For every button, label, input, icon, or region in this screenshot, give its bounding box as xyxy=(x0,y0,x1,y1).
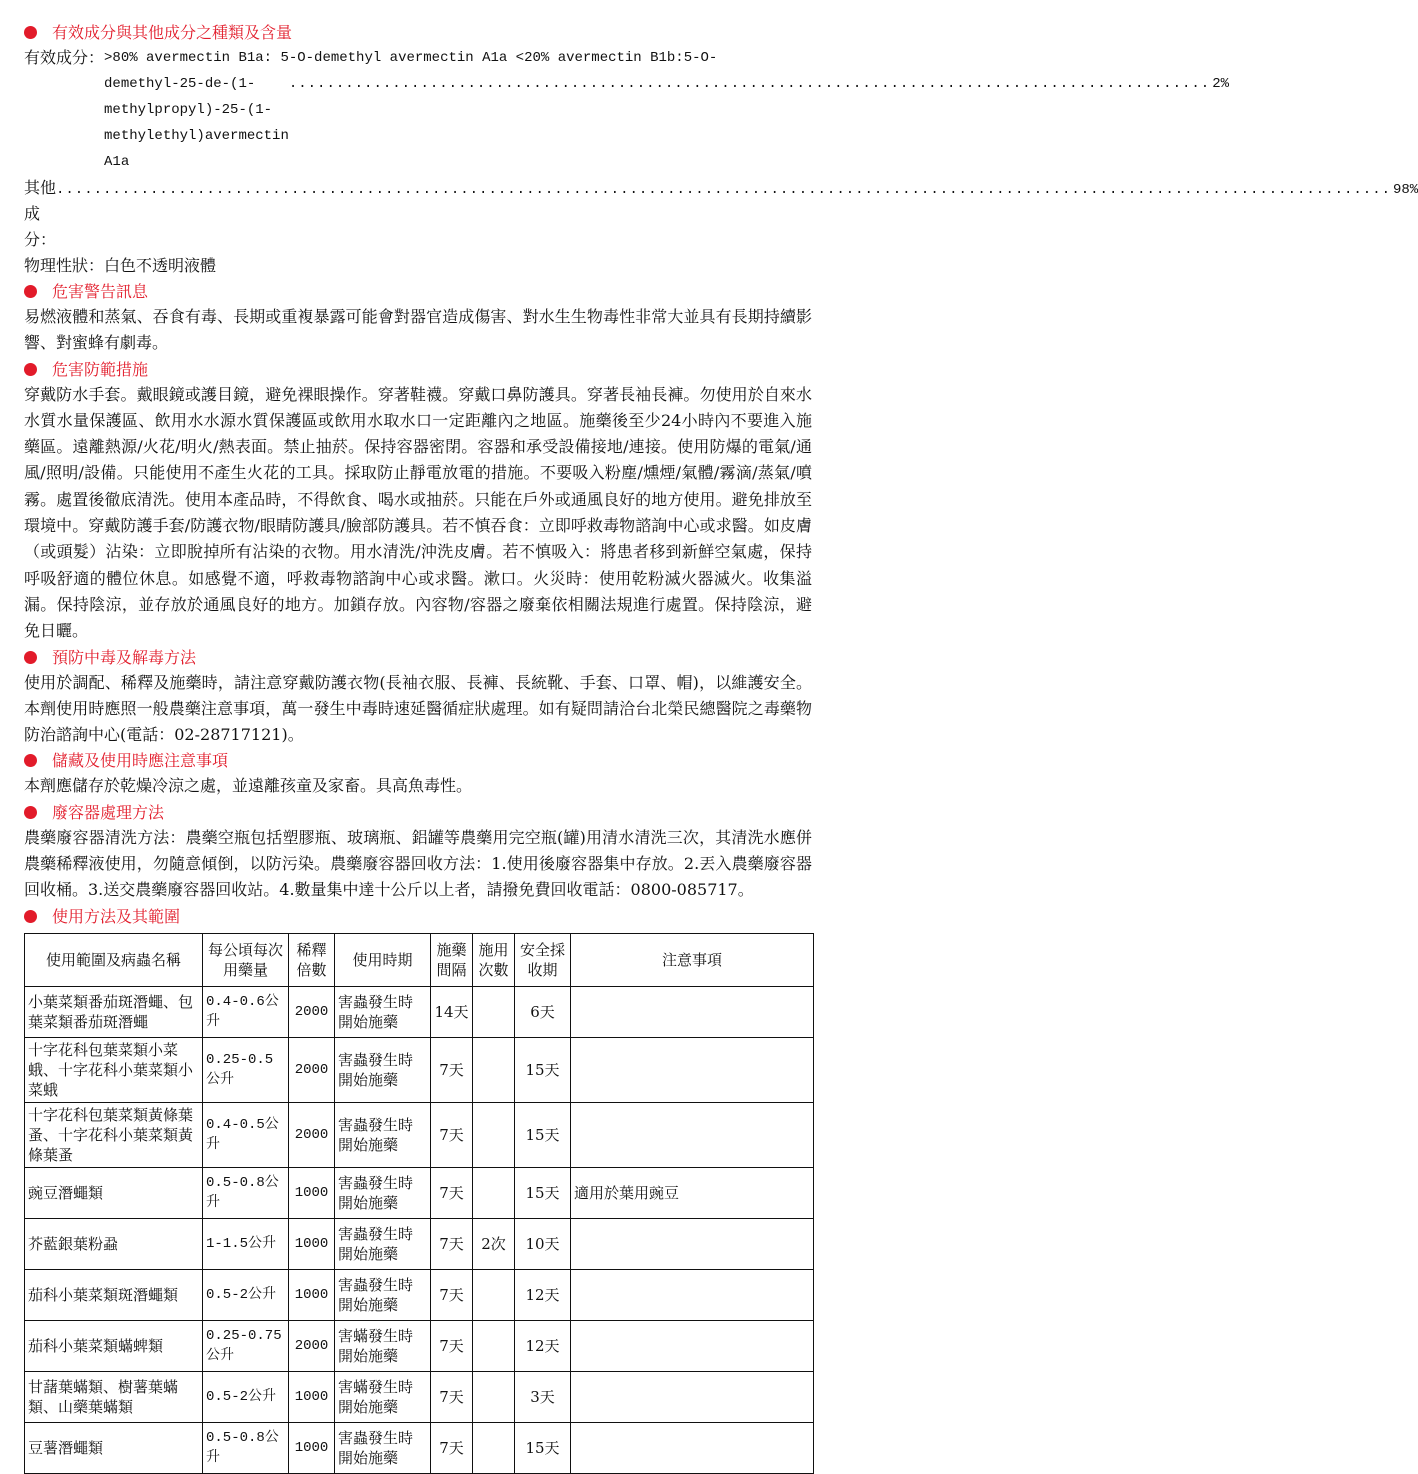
table-cell: 害蟲發生時開始施藥 xyxy=(335,1167,431,1218)
table-cell: 害蟲發生時開始施藥 xyxy=(335,986,431,1037)
table-cell: 0.4-0.6公升 xyxy=(203,986,289,1037)
table-cell: 7天 xyxy=(431,1037,473,1102)
red-dot-icon xyxy=(24,363,37,376)
table-cell: 害蟲發生時開始施藥 xyxy=(335,1102,431,1167)
section-title: 使用方法及其範圍 xyxy=(52,906,181,926)
table-row xyxy=(25,1167,814,1218)
table-cell: 0.5-0.8公升 xyxy=(203,1167,289,1218)
table-cell: 0.25-0.5公升 xyxy=(203,1037,289,1102)
table-row xyxy=(25,986,814,1037)
table-cell xyxy=(571,1320,814,1371)
table-row xyxy=(25,1269,814,1320)
table-cell: 12天 xyxy=(515,1269,571,1320)
table-cell: 害蟎發生時開始施藥 xyxy=(335,1371,431,1422)
red-dot-icon xyxy=(24,910,37,923)
table-cell: 7天 xyxy=(431,1422,473,1473)
table-cell: 豆薯潛蠅類 xyxy=(25,1422,203,1473)
table-cell: 害蟲發生時開始施藥 xyxy=(335,1218,431,1269)
table-cell: 2000 xyxy=(289,1037,335,1102)
storage-text: 本劑應儲存於乾燥冷涼之處，並遠離孩童及家畜。具高魚毒性。 xyxy=(24,776,473,796)
section-title: 危害警告訊息 xyxy=(52,282,149,301)
table-cell: 害蟲發生時開始施藥 xyxy=(335,1422,431,1473)
table-cell xyxy=(473,1102,515,1167)
table-cell: 12天 xyxy=(515,1320,571,1371)
section-title: 預防中毒及解毒方法 xyxy=(52,647,197,667)
table-cell xyxy=(473,1320,515,1371)
column-header: 施用次數 xyxy=(473,933,515,986)
column-header: 使用時期 xyxy=(335,933,431,986)
table-row xyxy=(25,1037,814,1102)
leader-dots: .............................................................................................................................................. xyxy=(56,182,1391,198)
table-cell: 1000 xyxy=(289,1422,335,1473)
table-row xyxy=(25,1102,814,1167)
table-cell: 15天 xyxy=(515,1422,571,1473)
table-cell xyxy=(571,1218,814,1269)
table-cell: 2000 xyxy=(289,986,335,1037)
table-cell xyxy=(473,1371,515,1422)
table-cell: 0.5-2公升 xyxy=(203,1371,289,1422)
table-cell xyxy=(571,1269,814,1320)
table-cell xyxy=(473,986,515,1037)
table-header-row xyxy=(25,933,814,986)
table-cell xyxy=(571,986,814,1037)
table-cell: 2次 xyxy=(473,1218,515,1269)
red-dot-icon xyxy=(24,26,37,39)
table-cell: 3天 xyxy=(515,1371,571,1422)
table-row xyxy=(25,1371,814,1422)
physical-state: 物理性狀：白色不透明液體 xyxy=(24,256,217,275)
section-heading-storage xyxy=(24,748,812,773)
table-cell: 6天 xyxy=(515,986,571,1037)
table-cell: 小葉菜類番茄斑潛蠅、包葉菜類番茄斑潛蠅 xyxy=(25,986,203,1037)
red-dot-icon xyxy=(24,285,37,298)
section-title: 危害防範措施 xyxy=(52,359,149,379)
leader-dots: .................................................................................................. xyxy=(288,76,1211,92)
table-cell: 7天 xyxy=(431,1218,473,1269)
hazard-text: 易燃液體和蒸氣、吞食有毒、長期或重複暴露可能會對器官造成傷害、對水生生物毒性非常大並具有長期持續影響、對蜜蜂有劇毒。 xyxy=(24,307,812,353)
table-cell: 十字花科包葉菜類黃條葉蚤、十字花科小葉菜類黃條葉蚤 xyxy=(25,1102,203,1167)
table-cell xyxy=(571,1037,814,1102)
table-cell: 7天 xyxy=(431,1167,473,1218)
table-cell: 0.4-0.5公升 xyxy=(203,1102,289,1167)
table-row xyxy=(25,1422,814,1473)
table-cell: 0.5-0.8公升 xyxy=(203,1422,289,1473)
table-cell xyxy=(473,1269,515,1320)
column-header: 每公頃每次用藥量 xyxy=(203,933,289,986)
other-ingredient-row xyxy=(24,175,1418,253)
section-heading-antidote xyxy=(24,645,812,670)
table-cell: 15天 xyxy=(515,1167,571,1218)
table-cell: 1000 xyxy=(289,1269,335,1320)
table-cell: 15天 xyxy=(515,1102,571,1167)
table-cell xyxy=(571,1371,814,1422)
usage-table xyxy=(24,933,814,1474)
column-header: 安全採收期 xyxy=(515,933,571,986)
table-cell: 1-1.5公升 xyxy=(203,1218,289,1269)
column-header: 稀釋倍數 xyxy=(289,933,335,986)
table-cell: 1000 xyxy=(289,1371,335,1422)
table-cell: 害蟎發生時開始施藥 xyxy=(335,1320,431,1371)
table-cell: 7天 xyxy=(431,1102,473,1167)
table-row xyxy=(25,1218,814,1269)
section-title: 儲藏及使用時應注意事項 xyxy=(52,751,229,771)
table-cell: 1000 xyxy=(289,1218,335,1269)
red-dot-icon xyxy=(24,651,37,664)
active-ingredient-line2-text: demethyl-25-de-(1-methylpropyl)-25-(1-methylethyl)avermectin A1a xyxy=(104,76,289,170)
other-label: 其他成分： xyxy=(24,178,57,249)
section-heading-disposal xyxy=(24,800,812,825)
other-percent: 98% xyxy=(1393,182,1418,198)
active-ingredient-line2 xyxy=(104,71,1229,175)
table-row xyxy=(25,1320,814,1371)
column-header: 使用範圍及病蟲名稱 xyxy=(25,933,203,986)
column-header: 注意事項 xyxy=(571,933,814,986)
section-title: 廢容器處理方法 xyxy=(52,802,165,822)
active-ingredient-line1: >80% avermectin B1a: 5-O-demethyl avermectin A1a <20% avermectin B1b:5-O- xyxy=(104,50,718,66)
table-cell: 0.5-2公升 xyxy=(203,1269,289,1320)
table-cell: 豌豆潛蠅類 xyxy=(25,1167,203,1218)
table-cell: 7天 xyxy=(431,1320,473,1371)
table-cell: 茄科小葉菜類蟎蜱類 xyxy=(25,1320,203,1371)
section-heading-ingredients xyxy=(24,20,812,45)
table-cell xyxy=(473,1167,515,1218)
table-cell: 15天 xyxy=(515,1037,571,1102)
table-cell xyxy=(473,1037,515,1102)
table-cell: 7天 xyxy=(431,1269,473,1320)
table-cell: 芥藍銀葉粉蝨 xyxy=(25,1218,203,1269)
active-ingredient-row xyxy=(24,45,1229,175)
table-cell: 害蟲發生時開始施藥 xyxy=(335,1269,431,1320)
table-cell: 7天 xyxy=(431,1371,473,1422)
active-percent: 2% xyxy=(1212,76,1229,92)
active-label: 有效成分： xyxy=(24,48,105,67)
red-dot-icon xyxy=(24,806,37,819)
section-heading-usage xyxy=(24,904,812,929)
table-cell xyxy=(571,1422,814,1473)
section-heading-precaution xyxy=(24,357,812,382)
section-heading-hazard xyxy=(24,279,812,304)
precaution-text: 穿戴防水手套。戴眼鏡或護目鏡，避免裸眼操作。穿著鞋襪。穿戴口鼻防護具。穿著長袖長褲。勿使用於自來水水質水量保護區、飲用水水源水質保護區或飲用水取水口一定距離內之地區。施藥後至少24小時內不要進入施藥區。遠離熱源/火花/明火/熱表面。禁止抽菸。保持容器密閉。容器和承受設備接地/連接。使用防爆的電氣/通風/照明/設備。只能使用不產生火花的工具。採取防止靜電放電的措施。不要吸入粉塵/燻煙/氣體/霧滴/蒸氣/噴霧。處置後徹底清洗。使用本產品時，不得飲食、喝水或抽菸。只能在戶外或通風良好的地方使用。避免排放至環境中。穿戴防護手套/防護衣物/眼睛防護具/臉部防護具。若不慎吞食：立即呼救毒物諮詢中心或求醫。如皮膚（或頭髮）沾染：立即脫掉所有沾染的衣物。用水清洗/沖洗皮膚。若不慎吸入：將患者移到新鮮空氣處，保持呼吸舒適的體位休息。如感覺不適，呼救毒物諮詢中心或求醫。漱口。火災時：使用乾粉滅火器滅火。收集溢漏。保持陰涼，並存放於通風良好的地方。加鎖存放。內容物/容器之廢棄依相關法規進行處置。保持陰涼，避免日曬。 xyxy=(24,384,812,641)
table-cell: 2000 xyxy=(289,1102,335,1167)
table-cell: 0.25-0.75公升 xyxy=(203,1320,289,1371)
table-cell: 1000 xyxy=(289,1167,335,1218)
table-cell: 14天 xyxy=(431,986,473,1037)
column-header: 施藥間隔 xyxy=(431,933,473,986)
table-cell xyxy=(473,1422,515,1473)
table-cell xyxy=(571,1102,814,1167)
section-title: 有效成分與其他成分之種類及含量 xyxy=(52,23,293,42)
red-dot-icon xyxy=(24,754,37,767)
antidote-text: 使用於調配、稀釋及施藥時，請注意穿戴防護衣物(長袖衣服、長褲、長統靴、手套、口罩、帽)，以維護安全。本劑使用時應照一般農藥注意事項，萬一發生中毒時速延醫循症狀處理。如有疑問請洽台北榮民總醫院之毒藥物防治諮詢中心(電話：02-28717121)。 xyxy=(24,672,812,745)
table-cell: 害蟲發生時開始施藥 xyxy=(335,1037,431,1102)
table-cell: 適用於葉用豌豆 xyxy=(571,1167,814,1218)
disposal-text: 農藥廢容器清洗方法：農藥空瓶包括塑膠瓶、玻璃瓶、鋁罐等農藥用完空瓶(罐)用清水清洗三次，其清洗水應併農藥稀釋液使用，勿隨意傾倒，以防污染。農藥廢容器回收方法：1.使用後廢容器集中存放。2.丟入農藥廢容器回收桶。3.送交農藥廢容器回收站。4.數量集中達十公斤以上者，請撥免費回收電話：0800-085717。 xyxy=(24,827,812,900)
table-cell: 十字花科包葉菜類小菜蛾、十字花科小葉菜類小菜蛾 xyxy=(25,1037,203,1102)
table-cell: 10天 xyxy=(515,1218,571,1269)
table-cell: 2000 xyxy=(289,1320,335,1371)
table-cell: 甘藷葉蟎類、樹薯葉蟎類、山藥葉蟎類 xyxy=(25,1371,203,1422)
table-cell: 茄科小葉菜類斑潛蠅類 xyxy=(25,1269,203,1320)
